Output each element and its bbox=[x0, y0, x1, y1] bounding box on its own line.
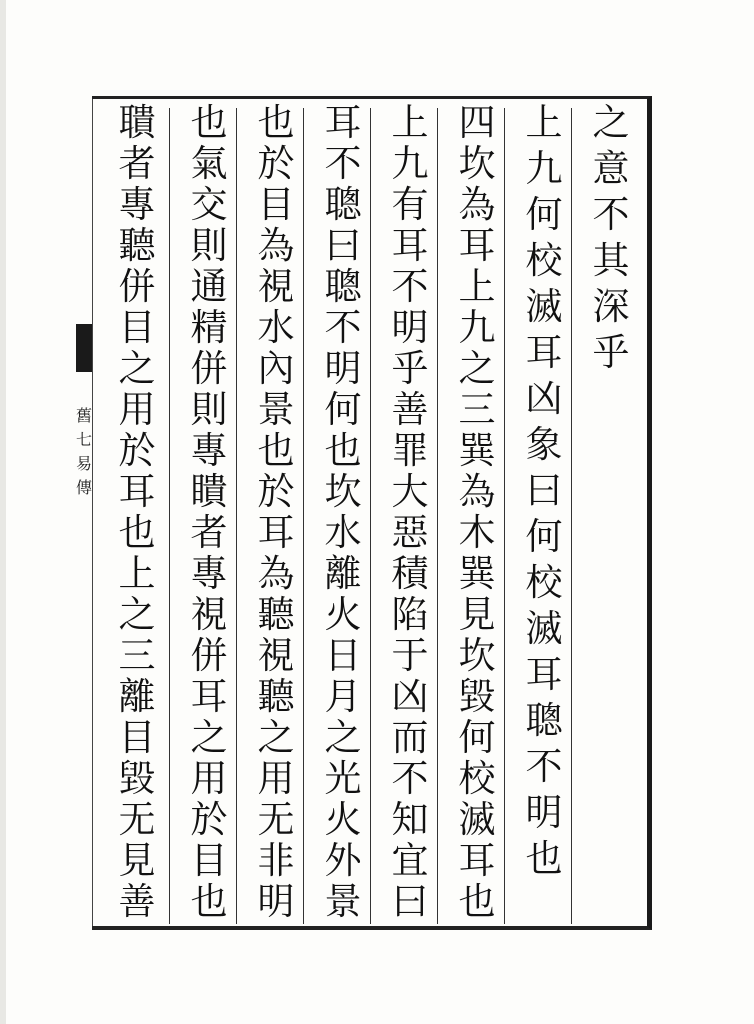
text-char: 專 bbox=[118, 183, 156, 226]
text-char: 見 bbox=[458, 593, 496, 636]
text-char: 耳 bbox=[190, 675, 228, 718]
text-char: 也 bbox=[324, 429, 362, 472]
fish-tail-mark bbox=[76, 324, 92, 372]
text-char: 三 bbox=[118, 634, 156, 677]
gutter-char: 舊 bbox=[75, 406, 92, 425]
text-column bbox=[178, 101, 240, 924]
text-char: 四 bbox=[458, 101, 496, 144]
text-char: 交 bbox=[190, 183, 228, 226]
text-char: 何 bbox=[324, 388, 362, 431]
text-char: 火 bbox=[324, 798, 362, 841]
text-char: 耳 bbox=[324, 101, 362, 144]
text-char: 不 bbox=[324, 142, 362, 185]
text-char: 九 bbox=[391, 142, 429, 185]
text-char: 專 bbox=[190, 552, 228, 595]
text-column bbox=[106, 101, 168, 924]
text-char: 毀 bbox=[118, 757, 156, 800]
text-char: 校 bbox=[458, 757, 496, 800]
text-char: 何 bbox=[525, 193, 563, 236]
text-char: 也 bbox=[190, 101, 228, 144]
text-char: 聽 bbox=[257, 675, 295, 718]
text-char: 光 bbox=[324, 757, 362, 800]
text-char: 之 bbox=[118, 347, 156, 390]
text-char: 則 bbox=[190, 388, 228, 431]
text-char: 日 bbox=[324, 634, 362, 677]
text-char: 乎 bbox=[592, 331, 630, 374]
text-column bbox=[245, 101, 307, 924]
text-char: 用 bbox=[190, 757, 228, 800]
text-char: 何 bbox=[525, 515, 563, 558]
text-char: 目 bbox=[257, 183, 295, 226]
text-char: 乎 bbox=[391, 347, 429, 390]
text-char: 耳 bbox=[525, 331, 563, 374]
text-char: 見 bbox=[118, 839, 156, 882]
text-char: 巽 bbox=[458, 429, 496, 472]
text-char: 於 bbox=[118, 429, 156, 472]
text-char: 水 bbox=[324, 511, 362, 554]
text-char: 聽 bbox=[257, 593, 295, 636]
text-char: 聰 bbox=[525, 699, 563, 742]
text-char: 水 bbox=[257, 306, 295, 349]
text-char: 滅 bbox=[525, 285, 563, 328]
text-char: 為 bbox=[458, 183, 496, 226]
text-char: 之 bbox=[592, 101, 630, 144]
text-char: 知 bbox=[391, 798, 429, 841]
text-char: 有 bbox=[391, 183, 429, 226]
text-char: 巽 bbox=[458, 552, 496, 595]
text-char: 併 bbox=[190, 634, 228, 677]
text-char: 併 bbox=[190, 347, 228, 390]
text-char: 於 bbox=[257, 470, 295, 513]
text-char: 耳 bbox=[458, 839, 496, 882]
text-char: 聵 bbox=[118, 101, 156, 144]
text-char: 之 bbox=[324, 716, 362, 759]
text-char: 也 bbox=[257, 101, 295, 144]
text-char: 罪 bbox=[391, 429, 429, 472]
text-char: 明 bbox=[257, 880, 295, 923]
text-char: 上 bbox=[458, 265, 496, 308]
text-char: 也 bbox=[458, 880, 496, 923]
text-char: 目 bbox=[190, 839, 228, 882]
text-char: 校 bbox=[525, 561, 563, 604]
text-char: 專 bbox=[190, 429, 228, 472]
text-char: 上 bbox=[525, 101, 563, 144]
text-char: 深 bbox=[592, 285, 630, 328]
text-char: 曰 bbox=[525, 469, 563, 512]
text-char: 九 bbox=[525, 147, 563, 190]
text-char: 併 bbox=[118, 265, 156, 308]
text-char: 毀 bbox=[458, 675, 496, 718]
text-char: 三 bbox=[458, 388, 496, 431]
text-char: 積 bbox=[391, 552, 429, 595]
text-char: 精 bbox=[190, 306, 228, 349]
text-char: 火 bbox=[324, 593, 362, 636]
text-column bbox=[513, 101, 575, 924]
text-char: 善 bbox=[118, 880, 156, 923]
text-char: 木 bbox=[458, 511, 496, 554]
text-char: 不 bbox=[324, 306, 362, 349]
text-char: 聰 bbox=[324, 265, 362, 308]
column-rule bbox=[169, 108, 170, 924]
text-char: 於 bbox=[257, 142, 295, 185]
text-char: 滅 bbox=[525, 607, 563, 650]
text-char: 大 bbox=[391, 470, 429, 513]
text-char: 滅 bbox=[458, 798, 496, 841]
text-char: 景 bbox=[257, 388, 295, 431]
text-char: 也 bbox=[190, 880, 228, 923]
text-char: 耳 bbox=[257, 511, 295, 554]
text-char: 視 bbox=[257, 265, 295, 308]
text-char: 外 bbox=[324, 839, 362, 882]
text-char: 明 bbox=[391, 306, 429, 349]
fold-gutter bbox=[68, 96, 93, 930]
text-char: 之 bbox=[257, 716, 295, 759]
text-char: 意 bbox=[592, 147, 630, 190]
text-char: 之 bbox=[118, 593, 156, 636]
text-char: 陷 bbox=[391, 593, 429, 636]
text-char: 目 bbox=[118, 306, 156, 349]
text-char: 之 bbox=[458, 347, 496, 390]
text-char: 通 bbox=[190, 265, 228, 308]
text-char: 九 bbox=[458, 306, 496, 349]
text-char: 不 bbox=[525, 745, 563, 788]
text-char: 耳 bbox=[525, 653, 563, 696]
text-char: 象 bbox=[525, 423, 563, 466]
text-char: 坎 bbox=[324, 470, 362, 513]
page-edge bbox=[0, 0, 6, 1024]
text-char: 不 bbox=[391, 757, 429, 800]
text-char: 於 bbox=[190, 798, 228, 841]
text-char: 也 bbox=[118, 511, 156, 554]
text-char: 景 bbox=[324, 880, 362, 923]
text-char: 用 bbox=[118, 388, 156, 431]
text-char: 目 bbox=[118, 716, 156, 759]
text-char: 凶 bbox=[391, 675, 429, 718]
text-char: 坎 bbox=[458, 142, 496, 185]
text-column bbox=[312, 101, 374, 924]
text-column bbox=[446, 101, 508, 924]
text-char: 視 bbox=[257, 634, 295, 677]
text-column bbox=[580, 101, 642, 924]
text-char: 上 bbox=[391, 101, 429, 144]
text-char: 也 bbox=[257, 429, 295, 472]
text-char: 惡 bbox=[391, 511, 429, 554]
text-char: 者 bbox=[190, 511, 228, 554]
text-char: 不 bbox=[592, 193, 630, 236]
text-char: 何 bbox=[458, 716, 496, 759]
gutter-char: 傳 bbox=[75, 478, 92, 497]
text-char: 用 bbox=[257, 757, 295, 800]
text-char: 而 bbox=[391, 716, 429, 759]
text-char: 不 bbox=[391, 265, 429, 308]
text-char: 內 bbox=[257, 347, 295, 390]
text-char: 上 bbox=[118, 552, 156, 595]
text-char: 耳 bbox=[118, 470, 156, 513]
text-char: 其 bbox=[592, 239, 630, 282]
text-char: 坎 bbox=[458, 634, 496, 677]
text-char: 耳 bbox=[391, 224, 429, 267]
text-char: 為 bbox=[458, 470, 496, 513]
text-char: 也 bbox=[525, 837, 563, 880]
text-char: 離 bbox=[118, 675, 156, 718]
text-char: 非 bbox=[257, 839, 295, 882]
text-char: 瞶 bbox=[190, 470, 228, 513]
gutter-char: 易 bbox=[75, 454, 92, 473]
text-char: 月 bbox=[324, 675, 362, 718]
text-char: 校 bbox=[525, 239, 563, 282]
text-char: 氣 bbox=[190, 142, 228, 185]
text-char: 視 bbox=[190, 593, 228, 636]
text-char: 无 bbox=[118, 798, 156, 841]
text-char: 為 bbox=[257, 224, 295, 267]
text-char: 者 bbox=[118, 142, 156, 185]
text-char: 善 bbox=[391, 388, 429, 431]
text-char: 明 bbox=[324, 347, 362, 390]
gutter-char: 七 bbox=[75, 430, 92, 449]
text-char: 凶 bbox=[525, 377, 563, 420]
text-char: 耳 bbox=[458, 224, 496, 267]
text-char: 聽 bbox=[118, 224, 156, 267]
text-char: 則 bbox=[190, 224, 228, 267]
text-char: 離 bbox=[324, 552, 362, 595]
text-char: 宜 bbox=[391, 839, 429, 882]
text-char: 為 bbox=[257, 552, 295, 595]
text-char: 明 bbox=[525, 791, 563, 834]
text-char: 于 bbox=[391, 634, 429, 677]
text-char: 曰 bbox=[324, 224, 362, 267]
text-column bbox=[379, 101, 441, 924]
text-char: 曰 bbox=[391, 880, 429, 923]
text-char: 聰 bbox=[324, 183, 362, 226]
text-char: 无 bbox=[257, 798, 295, 841]
text-char: 之 bbox=[190, 716, 228, 759]
